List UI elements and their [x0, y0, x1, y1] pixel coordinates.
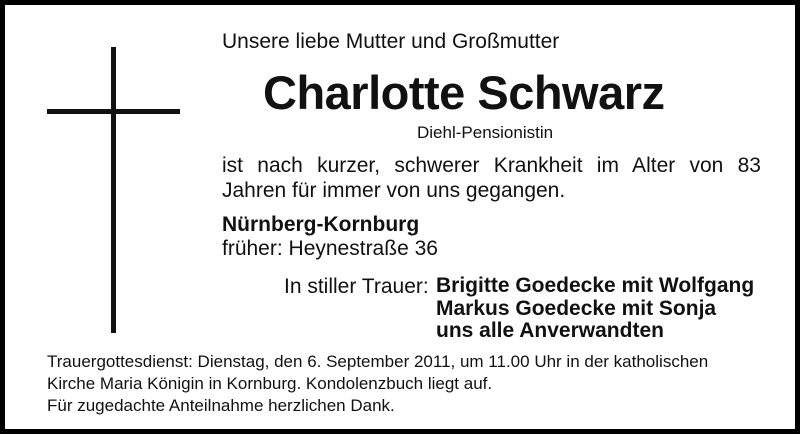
death-message: ist nach kurzer, schwerer Krankheit im Alter von 83 Jahren für immer von uns gegangen. [222, 154, 761, 202]
mourners-list [436, 275, 754, 343]
cross-horizontal-bar [47, 109, 180, 114]
former-address: früher: Heynestraße 36 [222, 237, 438, 260]
service-info-line: Für zugedachte Anteilnahme herzlichen Dank. [47, 396, 395, 415]
cross-vertical-bar [111, 47, 116, 333]
mourner-line: Brigitte Goedecke mit Wolfgang [436, 274, 755, 297]
mourner-line: uns alle Anverwandten [436, 319, 664, 342]
mourner-line: Markus Goedecke mit Sonja [436, 296, 717, 320]
service-info [47, 351, 708, 417]
occupation-text: Diehl-Pensionistin [417, 123, 554, 142]
deceased-name: Charlotte Schwarz [263, 66, 665, 119]
service-info-line: Kirche Maria Königin in Kornburg. Kondolenzbuch liegt auf. [47, 374, 493, 393]
place-name: Nürnberg-Kornburg [222, 213, 420, 236]
intro-text: Unsere liebe Mutter und Großmutter [222, 30, 560, 53]
mourning-label: In stiller Trauer: [284, 275, 429, 298]
service-info-line: Trauergottesdienst: Dienstag, den 6. September 2011, um 11.00 Uhr in der katholischen [47, 352, 709, 371]
